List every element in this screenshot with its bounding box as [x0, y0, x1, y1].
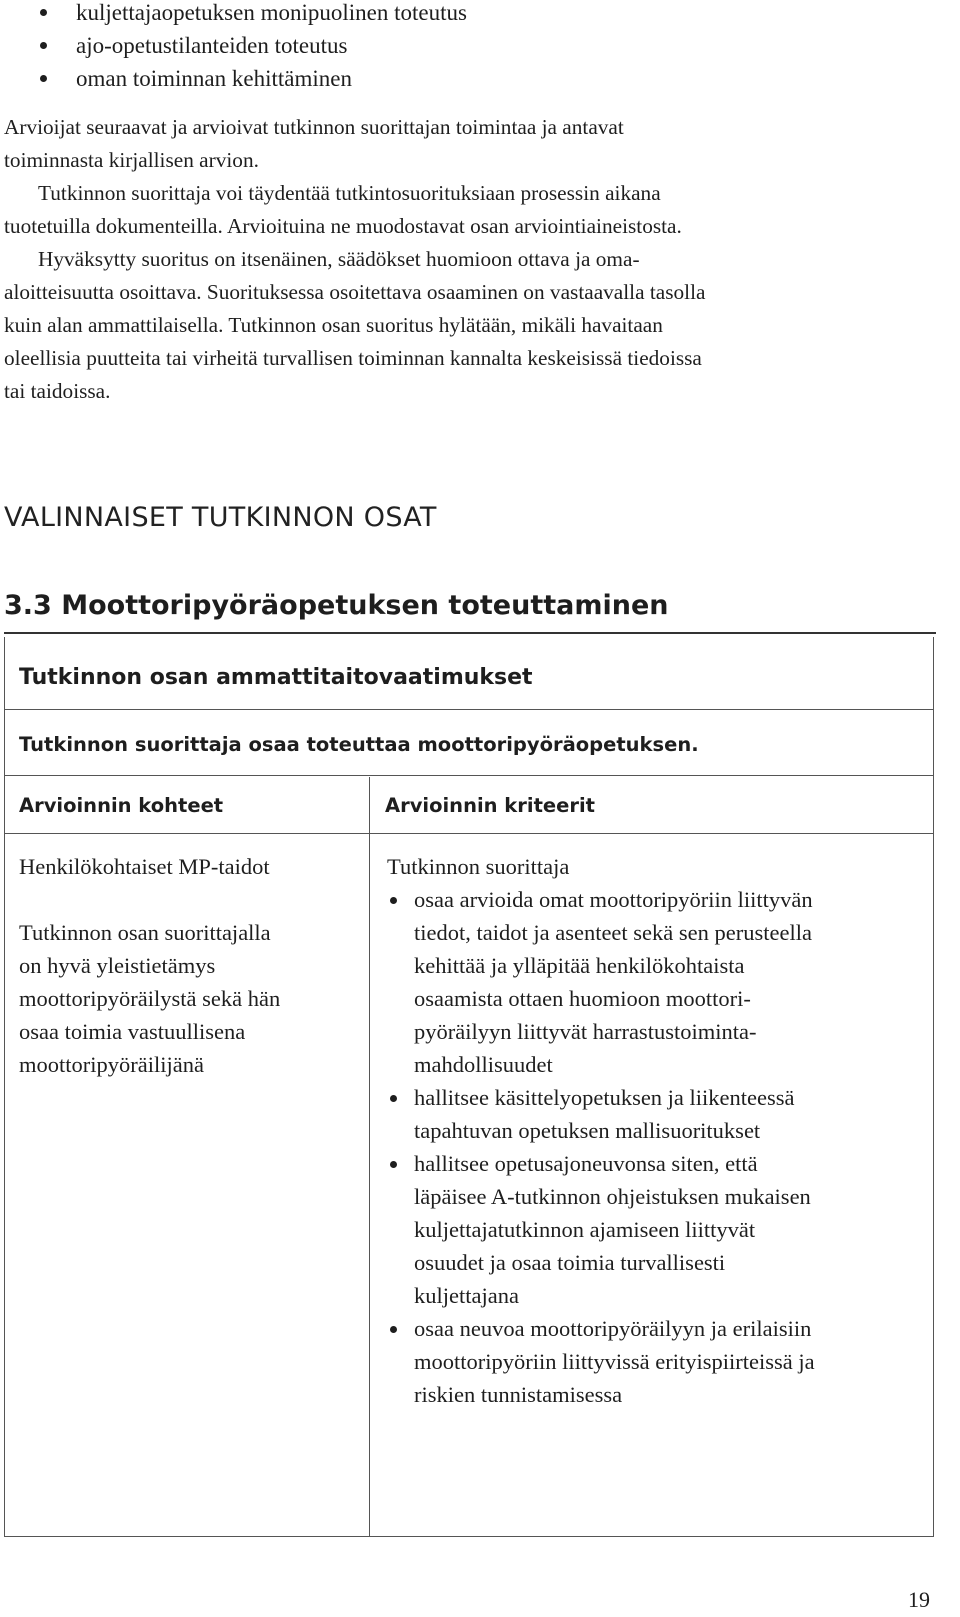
text-line: Tutkinnon osan suorittajalla: [19, 920, 271, 945]
table-divider: [5, 833, 933, 834]
text-line: läpäisee A-tutkinnon ohjeistuksen mukaisen: [414, 1184, 811, 1209]
text-line: tapahtuvan opetuksen mallisuoritukset: [414, 1118, 761, 1143]
text-line: moottoripyöräilijänä: [19, 1052, 204, 1077]
target-description: [19, 916, 359, 1081]
list-item: [40, 0, 467, 29]
target-item: Henkilökohtaiset MP-taidot: [19, 854, 270, 879]
text-line: tiedot, taidot ja asenteet sekä sen perusteella: [414, 920, 812, 945]
list-item-text: ajo-opetustilanteiden toteutus: [76, 33, 348, 58]
text-line: osaa toimia vastuullisena: [19, 1019, 246, 1044]
list-item-text: oman toiminnan kehittäminen: [76, 66, 352, 91]
column-divider: [369, 777, 370, 1536]
paragraph: [4, 243, 924, 408]
text-line: hallitsee käsittelyopetuksen ja liikenteessä: [414, 1085, 795, 1110]
text-line: toiminnasta kirjallisen arvion.: [4, 148, 259, 172]
text-line: Hyväksytty suoritus on itsenäinen, säädökset huomioon ottava ja oma-: [38, 247, 640, 271]
text-line: aloitteisuutta osoittava. Suorituksessa osoitettava osaaminen on vastaavalla tasolla: [4, 280, 706, 304]
text-line: oleellisia puutteita tai virheitä turvallisen toiminnan kannalta keskeisissä tiedoissa: [4, 346, 702, 370]
list-item-text: kuljettajaopetuksen monipuolinen toteutus: [76, 0, 467, 25]
text-line: on hyvä yleistietämys: [19, 953, 216, 978]
column-header-targets: Arvioinnin kohteet: [19, 794, 224, 817]
criteria-list: [387, 883, 927, 1411]
text-line: moottoripyöriin liittyvissä erityispiirteissä ja: [414, 1349, 815, 1374]
list-item: [387, 1081, 927, 1147]
requirements-title: Tutkinnon osan ammattitaitovaatimukset: [19, 665, 533, 690]
top-bullet-list: [40, 0, 467, 95]
text-line: osaa neuvoa moottoripyöräilyyn ja erilaisiin: [414, 1316, 812, 1341]
table-divider: [5, 775, 933, 776]
requirements-table: [4, 637, 934, 1537]
unit-title: 3.3 Moottoripyöräopetuksen toteuttaminen: [4, 590, 669, 621]
text-line: pyöräilyyn liittyvät harrastustoiminta-: [414, 1019, 757, 1044]
text-line: osaamista ottaen huomioon moottori-: [414, 986, 751, 1011]
list-item: [387, 883, 927, 1081]
text-line: osaa arvioida omat moottoripyöriin liittyvän: [414, 887, 813, 912]
bullet-icon: [40, 9, 47, 16]
page-number: 19: [908, 1587, 930, 1612]
bullet-icon: [390, 1161, 397, 1168]
bullet-icon: [40, 42, 47, 49]
bullet-icon: [390, 897, 397, 904]
section-heading: VALINNAISET TUTKINNON OSAT: [4, 502, 437, 533]
text-line: tai taidoissa.: [4, 379, 111, 403]
bullet-icon: [40, 75, 47, 82]
text-line: kuljettajatutkinnon ajamiseen liittyvät: [414, 1217, 756, 1242]
text-line: kehittää ja ylläpitää henkilökohtaista: [414, 953, 745, 978]
text-line: osuudet ja osaa toimia turvallisesti: [414, 1250, 726, 1275]
text-line: moottoripyöräilystä sekä hän: [19, 986, 281, 1011]
text-line: hallitsee opetusajoneuvonsa siten, että: [414, 1151, 758, 1176]
text-line: tuotetuilla dokumenteilla. Arvioituina ne muodostavat osan arviointiaineistosta.: [4, 214, 682, 238]
list-item: [40, 62, 467, 95]
assessment-text: [4, 111, 924, 408]
text-line: mahdollisuudet: [414, 1052, 553, 1077]
column-header-criteria: Arvioinnin kriteerit: [385, 794, 595, 817]
table-divider: [5, 709, 933, 710]
paragraph: [4, 111, 924, 177]
text-line: kuin alan ammattilaisella. Tutkinnon osan suoritus hylätään, mikäli havaitaan: [4, 313, 663, 337]
assessment-criteria-cell: [387, 850, 927, 1411]
title-divider: [4, 632, 936, 634]
bullet-icon: [390, 1326, 397, 1333]
list-item: [40, 29, 467, 62]
list-item: [387, 1147, 927, 1312]
criteria-lead: Tutkinnon suorittaja: [387, 854, 570, 879]
requirements-statement: Tutkinnon suorittaja osaa toteuttaa moottoripyöräopetuksen.: [19, 733, 699, 756]
paragraph: [4, 177, 924, 243]
text-line: kuljettajana: [414, 1283, 519, 1308]
bullet-icon: [390, 1095, 397, 1102]
text-line: riskien tunnistamisessa: [414, 1382, 623, 1407]
text-line: Arvioijat seuraavat ja arvioivat tutkinnon suorittajan toimintaa ja antavat: [4, 115, 624, 139]
assessment-target-cell: [19, 850, 359, 1081]
text-line: Tutkinnon suorittaja voi täydentää tutkintosuorituksiaan prosessin aikana: [38, 181, 661, 205]
list-item: [387, 1312, 927, 1411]
